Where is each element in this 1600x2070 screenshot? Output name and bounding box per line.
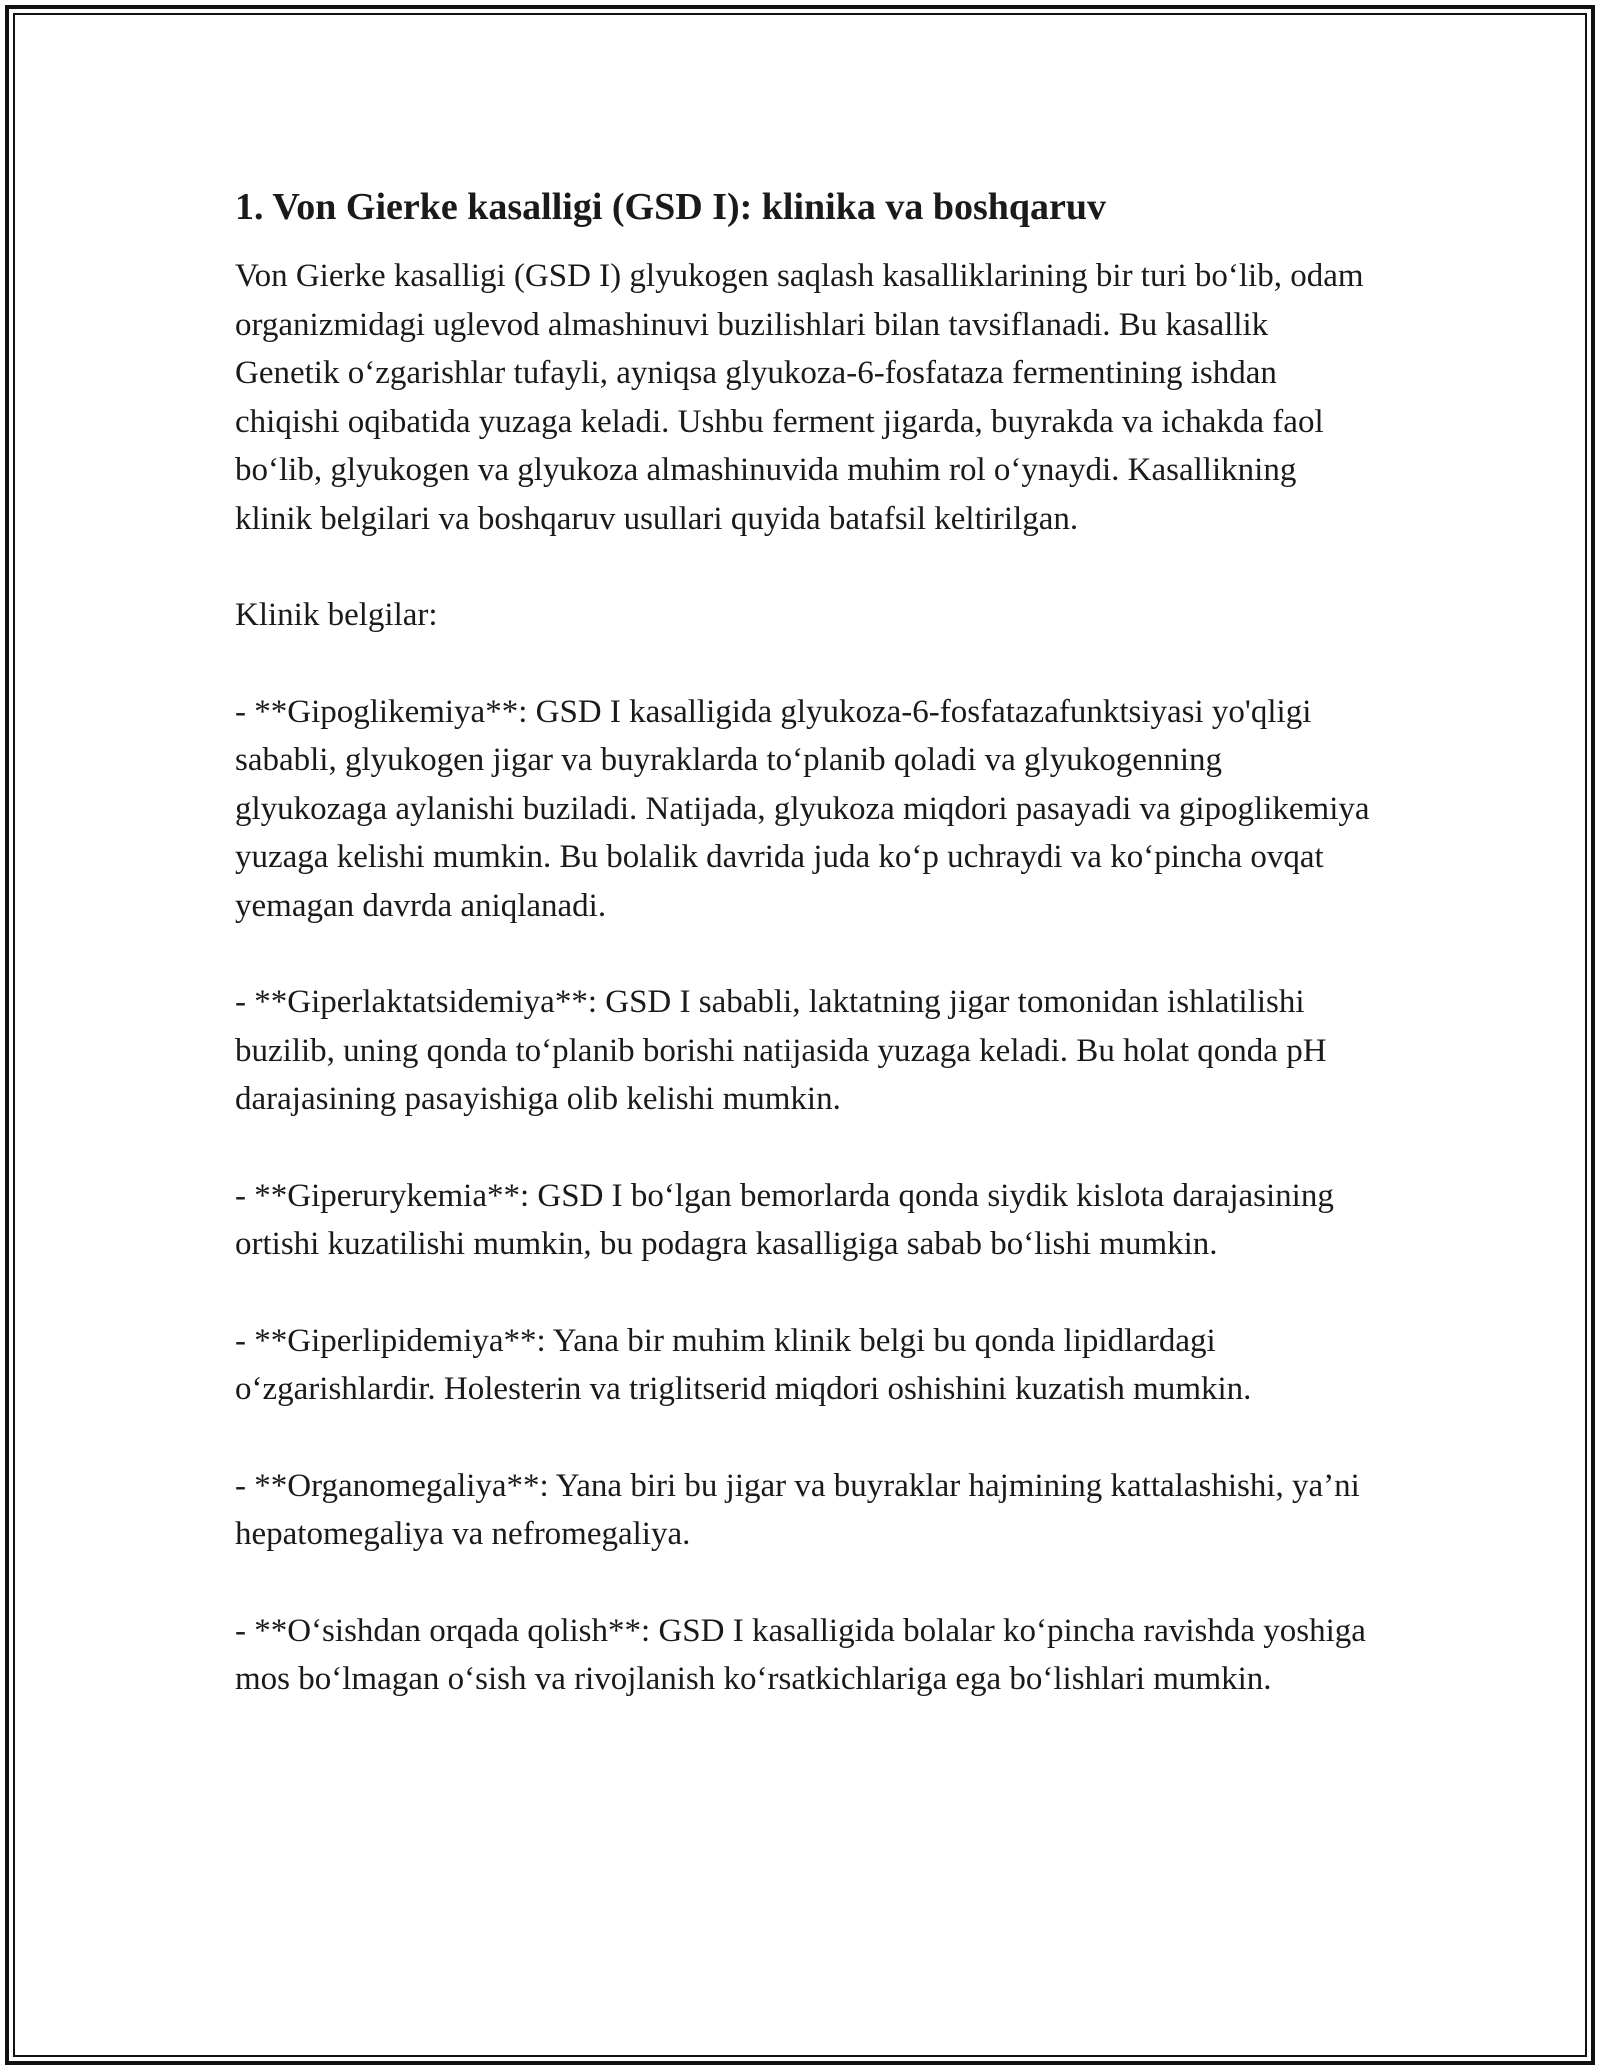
intro-paragraph: Von Gierke kasalligi (GSD I) glyukogen saqlash kasalliklarining bir turi boʻlib, odam organizmidagi uglevod almashinuvi buzilishlari bilan tavsiflanadi. Bu kasallik Genetik oʻzgarishlar tufayli, ayniqsa glyukoza-6-fosfataza fermentining ishdan chiqishi oqibatida yuzaga keladi. Ushbu ferment jigarda, buyrakda va ichakda faol boʻlib, glyukogen va glyukoza almashinuvida muhim rol oʻynaydi. Kasallikning klinik belgilari va boshqaruv usullari quyida batafsil keltirilgan. bbox=[235, 258, 1364, 537]
list-item-giperlipidemiya: - **Giperlipidemiya**: Yana bir muhim klinik belgi bu qonda lipidlardagi oʻzgarishlardir. Holesterin va triglitserid miqdori oshishini kuzatish mumkin. bbox=[235, 1322, 1252, 1408]
list-item-giperurykemia: - **Giperurykemia**: GSD I boʻlgan bemorlarda qonda siydik kislota darajasining ortishi kuzatilishi mumkin, bu podagra kasalligiga sabab boʻlishi mumkin. bbox=[235, 1177, 1334, 1263]
list-item-gipoglikemiya: - **Gipoglikemiya**: GSD I kasalligida glyukoza-6-fosfatazafunktsiyasi yo'qligi sababli, glyukogen jigar va buyraklarda toʻplanib qoladi va glyukogenning glyukozaga aylanishi buziladi. Natijada, glyukoza miqdori pasayadi va gipoglikemiya yuzaga kelishi mumkin. Bu bolalik davrida juda koʻp uchraydi va koʻpincha ovqat yemagan davrda aniqlanadi. bbox=[235, 693, 1370, 924]
list-item-osishdan-orqada-qolish: - **Oʻsishdan orqada qolish**: GSD I kasalligida bolalar koʻpincha ravishda yoshiga mos boʻlmagan oʻsish va rivojlanish koʻrsatkichlariga ega boʻlishlari mumkin. bbox=[235, 1612, 1366, 1698]
list-item-giperlaktatsidemiya: - **Giperlaktatsidemiya**: GSD I sababli, laktatning jigar tomonidan ishlatilishi buzilib, uning qonda toʻplanib borishi natijasida yuzaga keladi. Bu holat qonda pH darajasining pasayishiga olib kelishi mumkin. bbox=[235, 984, 1327, 1118]
section-heading: Klinik belgilar: bbox=[235, 597, 438, 634]
document-title: 1. Von Gierke kasalligi (GSD I): klinika va boshqaruv bbox=[235, 186, 1107, 228]
list-item-organomegaliya: - **Organomegaliya**: Yana biri bu jigar va buyraklar hajmining kattalashishi, ya’ni hepatomegaliya va nefromegaliya. bbox=[235, 1467, 1360, 1553]
document-body bbox=[235, 183, 1380, 1752]
